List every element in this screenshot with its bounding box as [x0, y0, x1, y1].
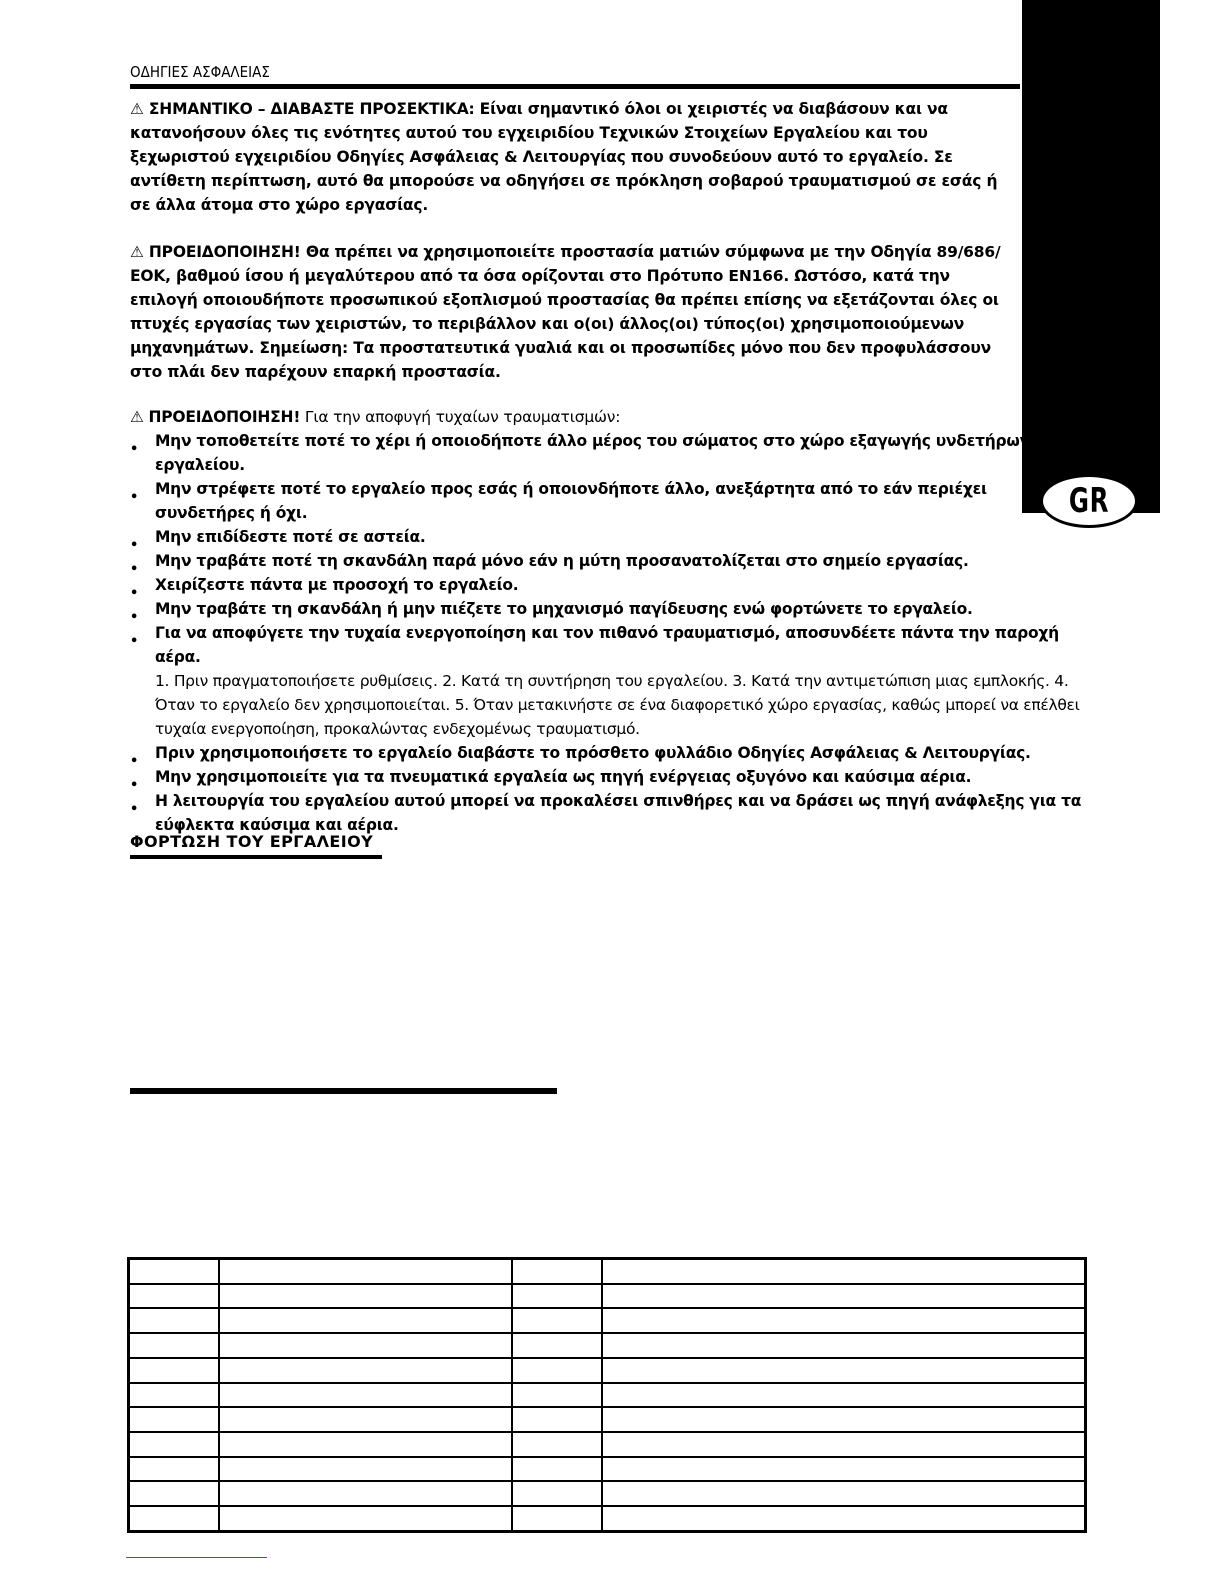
table-cell	[129, 1383, 219, 1408]
table-cell	[602, 1358, 1086, 1383]
list-item-text: Η λειτουργία του εργαλείου αυτού μπορεί να προκαλέσει σπινθήρες και να δράσει ως πηγή ανάφλεξης για τα εύφλεκτα καύσιμα και αέρια.	[155, 792, 1082, 834]
table-cell	[512, 1333, 602, 1358]
table-cell	[129, 1432, 219, 1457]
table-row	[129, 1333, 1086, 1358]
table-cell	[602, 1506, 1086, 1531]
table-cell	[512, 1481, 602, 1506]
table-cell	[219, 1481, 512, 1506]
table-cell	[512, 1284, 602, 1309]
warning-label: ΠΡΟΕΙΔΟΠΟΙΗΣΗ!	[148, 408, 301, 426]
list-item	[130, 549, 1090, 577]
list-item	[130, 597, 1090, 625]
footer-divider	[126, 1557, 267, 1558]
list-item-text: Μην τραβάτε τη σκανδάλη ή μην πιέζετε το μηχανισμό παγίδευσης ενώ φορτώνετε το εργαλείο.	[155, 600, 973, 618]
table-cell	[602, 1481, 1086, 1506]
bullet-icon: •	[130, 490, 139, 505]
table-cell	[219, 1432, 512, 1457]
table-cell	[219, 1284, 512, 1309]
list-item-text: Για να αποφύγετε την τυχαία ενεργοποίηση και τον πιθανό τραυματισμό, αποσυνδέετε πάντα την παροχή αέρα.	[155, 624, 1059, 666]
table-cell	[512, 1407, 602, 1432]
table-cell	[602, 1383, 1086, 1408]
table-cell	[602, 1333, 1086, 1358]
warning-icon: ⚠	[130, 100, 144, 118]
section-divider	[130, 1088, 557, 1094]
table-row	[129, 1506, 1086, 1531]
list-item-text: Μην στρέφετε ποτέ το εργαλείο προς εσάς ή οποιονδήποτε άλλο, ανεξάρτητα από το εάν περιέχει συνδετήρες ή όχι.	[155, 480, 987, 522]
table-cell	[602, 1407, 1086, 1432]
list-item	[130, 741, 1090, 769]
table-cell	[512, 1457, 602, 1482]
table-row	[129, 1358, 1086, 1383]
eye-protection-paragraph	[130, 240, 1010, 384]
table-row	[129, 1259, 1086, 1284]
table-cell	[219, 1259, 512, 1284]
table-cell	[129, 1358, 219, 1383]
table-cell	[129, 1407, 219, 1432]
page-title: ΟΔΗΓΙΕΣ ΑΣΦΑΛΕΙΑΣ	[130, 63, 270, 81]
list-item	[130, 477, 1090, 525]
section-heading-underline	[130, 855, 382, 859]
table-cell	[219, 1383, 512, 1408]
table-cell	[512, 1259, 602, 1284]
bullet-icon: •	[130, 754, 139, 769]
warning-icon: ⚠	[130, 408, 144, 426]
important-text: ΣΗΜΑΝΤΙΚΟ – ΔΙΑΒΑΣΤΕ ΠΡΟΣΕΚΤΙΚΑ: Είναι σημαντικό όλοι οι χειριστές να διαβάσουν και να κατανοήσουν όλες τις ενότητες αυτού του εγχειριδίου Τεχνικών Στοιχείων Εργαλείου και του ξεχωριστού εγχειριδίου Οδηγίες Ασφάλειας & Λειτουργίας που συνοδεύουν αυτό το εργαλείο. Σε αντίθετη περίπτωση, αυτό θα μπορούσε να οδηγήσει σε πρόκληση σοβαρού τραυματισμού σε εσάς ή σε άλλα άτομα στο χώρο εργασίας.	[130, 100, 998, 214]
table-cell	[219, 1333, 512, 1358]
table-cell	[602, 1308, 1086, 1333]
table-cell	[602, 1457, 1086, 1482]
list-item	[130, 429, 1090, 477]
bullet-icon: •	[130, 610, 139, 625]
table-cell	[602, 1284, 1086, 1309]
table-row	[129, 1481, 1086, 1506]
table-cell	[512, 1358, 602, 1383]
table-cell	[129, 1481, 219, 1506]
list-item	[130, 765, 1090, 793]
warning-intro-text: Για την αποφυγή τυχαίων τραυματισμών:	[300, 408, 621, 426]
table-cell	[602, 1432, 1086, 1457]
header-divider	[130, 84, 1020, 89]
table-cell	[512, 1506, 602, 1531]
list-item	[130, 525, 1090, 553]
table-cell	[512, 1432, 602, 1457]
table-cell	[219, 1457, 512, 1482]
table-cell	[219, 1308, 512, 1333]
list-item-text: Μην χρησιμοποιείτε για τα πνευματικά εργαλεία ως πηγή ενέργειας οξυγόνο και καύσιμα αέρια.	[155, 768, 972, 786]
table-cell	[129, 1506, 219, 1531]
bullet-icon: •	[130, 778, 139, 793]
important-paragraph	[130, 97, 1010, 217]
list-item-text: Μην τοποθετείτε ποτέ το χέρι ή οποιοδήποτε άλλο μέρος του σώματος στο χώρο εξαγωγής υνδετήρων του εργαλείου.	[155, 432, 1066, 474]
language-code: GR	[1068, 481, 1110, 521]
section-heading: ΦΟΡΤΩΣΗ ΤΟΥ ΕΡΓΑΛΕΙΟΥ	[130, 832, 374, 851]
spec-table	[127, 1257, 1087, 1533]
eye-protection-text: ΠΡΟΕΙΔΟΠΟΙΗΣΗ! Θα πρέπει να χρησιμοποιείτε προστασία ματιών σύμφωνα με την Οδηγία 89/686/ ΕΟΚ, βαθμού ίσου ή μεγαλύτερου από τα όσα ορίζονται στο Πρότυπο EN166. Ωστόσο, κατά την επιλογή οποιουδήποτε προσωπικού εξοπλισμού προστασίας θα πρέπει επίσης να εξετάζονται όλες οι πτυχές εργασίας των χειριστών, το περιβάλλον και ο(οι) άλλος(οι) τύπος(οι) χρησιμοποιούμενων μηχανημάτων. Σημείωση: Τα προστατευτικά γυαλιά και οι προσωπίδες μόνο που δεν προφυλάσσουν στο πλάι δεν παρέχουν επαρκή προστασία.	[130, 243, 1001, 381]
table-cell	[602, 1259, 1086, 1284]
table-cell	[219, 1358, 512, 1383]
table-cell	[129, 1308, 219, 1333]
table-row	[129, 1407, 1086, 1432]
bullet-icon: •	[130, 802, 139, 817]
table-row	[129, 1457, 1086, 1482]
list-item	[130, 573, 1090, 601]
table-row	[129, 1308, 1086, 1333]
list-item-text: Χειρίζεστε πάντα με προσοχή το εργαλείο.	[155, 576, 519, 594]
list-item-text: Μην επιδίδεστε ποτέ σε αστεία.	[155, 528, 426, 546]
table-cell	[129, 1333, 219, 1358]
table-row	[129, 1383, 1086, 1408]
table-cell	[219, 1407, 512, 1432]
bullet-icon: •	[130, 634, 139, 649]
bullet-icon: •	[130, 442, 139, 457]
table-cell	[512, 1308, 602, 1333]
list-item-text: Μην τραβάτε ποτέ τη σκανδάλη παρά μόνο εάν η μύτη προσανατολίζεται στο σημείο εργασίας.	[155, 552, 969, 570]
table-cell	[219, 1506, 512, 1531]
table-cell	[129, 1457, 219, 1482]
list-item	[130, 789, 1090, 837]
bullet-icon: •	[130, 538, 139, 553]
warning-icon: ⚠	[130, 243, 144, 261]
list-item-text: Πριν χρησιμοποιήσετε το εργαλείο διαβάστε το πρόσθετο φυλλάδιο Οδηγίες Ασφάλειας & Λειτουργίας.	[155, 744, 1031, 762]
safety-warning-list	[130, 429, 1090, 837]
table-row	[129, 1284, 1086, 1309]
table-cell	[129, 1259, 219, 1284]
bullet-icon: •	[130, 562, 139, 577]
table-cell	[512, 1383, 602, 1408]
table-cell	[129, 1284, 219, 1309]
list-item-subtext: 1. Πριν πραγματοποιήσετε ρυθμίσεις. 2. Κατά τη συντήρηση του εργαλείου. 3. Κατά την αντιμετώπιση μιας εμπλοκής. 4. Όταν το εργαλείο δεν χρησιμοποιείται. 5. Όταν μετακινήστε σε ένα διαφορετικό χώρο εργασίας, καθώς μπορεί να επέλθει τυχαία ενεργοποίηση, προκαλώντας ενδεχομένως τραυματισμό.	[155, 672, 1080, 738]
warning-list-intro	[130, 405, 620, 429]
bullet-icon: •	[130, 586, 139, 601]
table-row	[129, 1432, 1086, 1457]
list-item	[130, 621, 1090, 741]
